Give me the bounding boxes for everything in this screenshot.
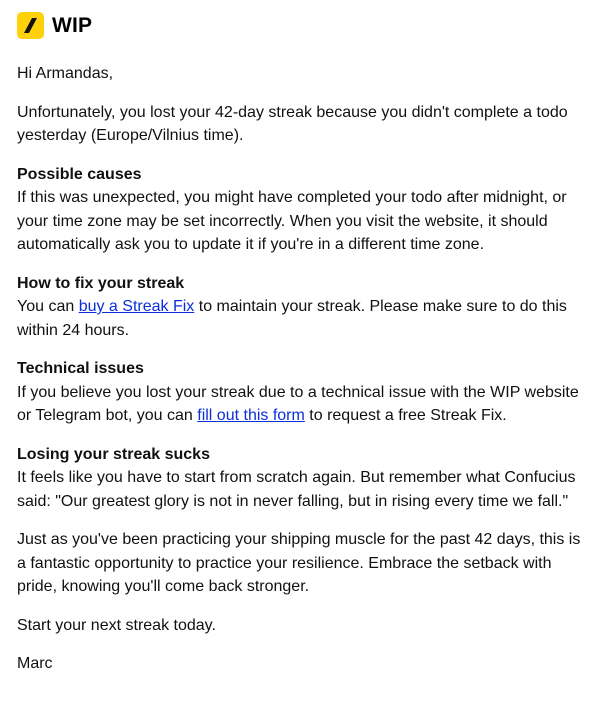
technical-issues-heading: Technical issues [17,360,144,377]
fix-streak-text [17,295,587,342]
possible-causes-section [17,163,587,257]
losing-streak-heading: Losing your streak sucks [17,445,210,463]
intro-paragraph: Unfortunately, you lost your 42-day streak because you didn't complete a todo yesterday (Europe/Vilnius time). [17,103,568,144]
fix-streak-text-after: to maintain your streak. Please make sure to do this within 24 hours. [17,298,567,339]
brand-name: WIP [52,13,93,37]
wip-logo-icon [17,12,44,39]
greeting: Hi Armandas, [17,65,114,82]
losing-streak-section [17,443,587,514]
possible-causes-text: If this was unexpected, you might have completed your todo after midnight, or your time zone may be set incorrectly. When you visit the website, it should automatically ask you to update it if you're in a different time zone. [17,189,567,253]
practice-paragraph: Just as you've been practicing your shipping muscle for the past 42 days, this is a fantastic opportunity to practice your resilience. Embrace the setback with pride, knowing you'll come back stronger. [17,531,581,595]
losing-streak-text: It feels like you have to start from scratch again. But remember what Confucius said: "Our greatest glory is not in never falling, but in rising every time we fall." [17,469,576,510]
technical-issues-text [17,381,587,428]
technical-issues-section [17,357,587,428]
closing-line: Start your next streak today. [17,616,216,634]
technical-issues-text-before: If you believe you lost your streak due to a technical issue with the WIP website or Telegram bot, you can [17,383,579,424]
fill-out-form-link[interactable]: fill out this form [197,407,305,424]
signature: Marc [17,655,53,672]
possible-causes-heading: Possible causes [17,165,142,183]
email-content [17,62,587,691]
fix-streak-section [17,272,587,343]
buy-streak-fix-link[interactable]: buy a Streak Fix [78,298,195,315]
fix-streak-text-before: You can [17,298,79,315]
brand-header [17,12,92,39]
technical-issues-text-after: to request a free Streak Fix. [304,407,507,424]
fix-streak-heading: How to fix your streak [17,274,185,292]
